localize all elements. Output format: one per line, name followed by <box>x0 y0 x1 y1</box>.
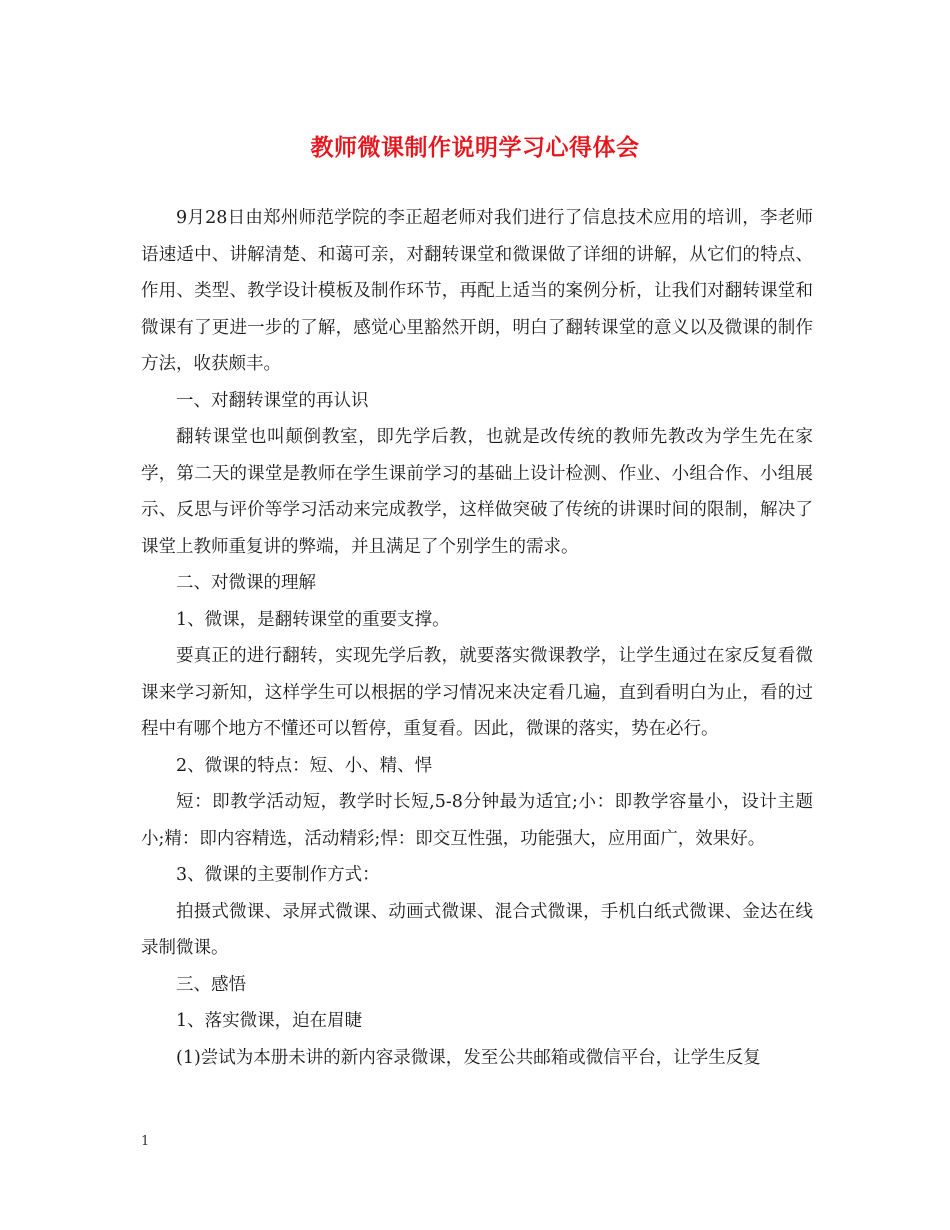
paragraph-features-detail: 短：即教学活动短，教学时长短,5-8分钟最为适宜;小：即教学容量小，设计主题小;精：即内容精选，活动精彩;悍：即交互性强，功能强大，应用面广，效果好。 <box>141 792 813 849</box>
subheading-production-methods: 3、微课的主要制作方式： <box>176 865 380 885</box>
page-number: 1 <box>141 1134 150 1149</box>
subheading-urgency: 1、落实微课，迫在眉睫 <box>176 1011 363 1031</box>
paragraph-try-recording: (1)尝试为本册未讲的新内容录微课，发至公共邮箱或微信平台，让学生反复 <box>176 1047 761 1068</box>
document-title: 教师微课制作说明学习心得体会 <box>310 134 640 161</box>
heading-section-3: 三、感悟 <box>176 974 246 995</box>
paragraph-intro: 9月28日由郑州师范学院的李正超老师对我们进行了信息技术应用的培训，李老师语速适中、讲解清楚、和蔼可亲，对翻转课堂和微课做了详细的讲解，从它们的特点、作用、类型、教学设计模板及制作环节，再配上适当的案例分析，让我们对翻转课堂和微课有了更进一步的了解，感觉心里豁然开朗，明白了翻转课堂的意义以及微课的制作方法，收获颇丰。 <box>141 208 813 374</box>
paragraph-production-methods: 拍摄式微课、录屏式微课、动画式微课、混合式微课，手机白纸式微课、金达在线录制微课。 <box>141 901 813 958</box>
paragraph-flipped-classroom: 翻转课堂也叫颠倒教室，即先学后教，也就是改传统的教师先教改为学生先在家学，第二天的课堂是教师在学生课前学习的基础上设计检测、作业、小组合作、小组展示、反思与评价等学习活动来完成教学，这样做突破了传统的讲课时间的限制，解决了课堂上教师重复讲的弊端，并且满足了个别学生的需求。 <box>141 427 813 557</box>
heading-section-1: 一、对翻转课堂的再认识 <box>176 390 369 411</box>
subheading-micro-lesson-features: 2、微课的特点：短、小、精、悍 <box>176 755 433 776</box>
paragraph-micro-lesson-practice: 要真正的进行翻转，实现先学后教，就要落实微课教学，让学生通过在家反复看微课来学习新知，这样学生可以根据的学习情况来决定看几遍，直到看明白为止，看的过程中有哪个地方不懂还可以暂停，重复看。因此，微课的落实，势在必行。 <box>141 646 813 739</box>
heading-section-2: 二、对微课的理解 <box>176 573 316 593</box>
subheading-micro-lesson-support: 1、微课，是翻转课堂的重要支撑。 <box>176 609 450 630</box>
document-body <box>141 200 813 1076</box>
